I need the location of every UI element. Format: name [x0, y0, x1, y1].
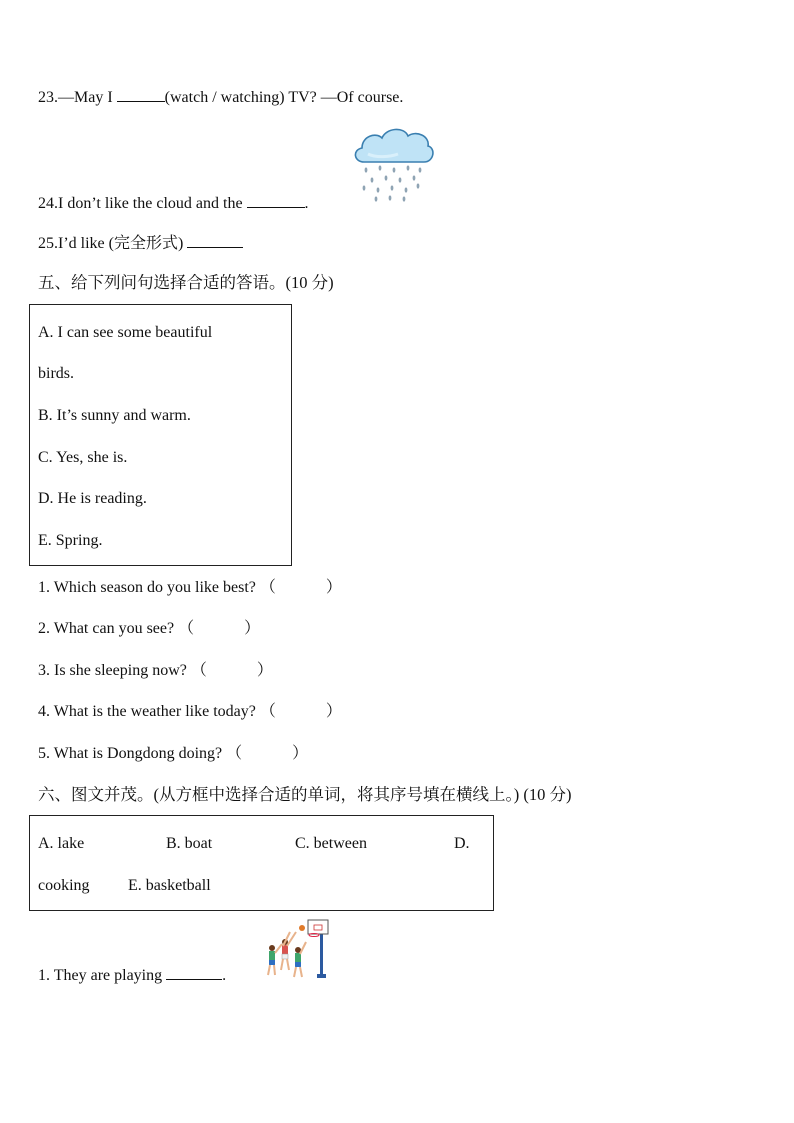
basketball-players-icon	[262, 918, 332, 982]
section-6-options-box	[29, 815, 494, 911]
section-5-question-1	[38, 578, 342, 598]
section-6-question-1	[38, 965, 226, 986]
section-5-heading: 五、给下列问句选择合适的答语。(10 分)	[38, 273, 334, 292]
paren-open: （	[190, 662, 207, 679]
question-text: .	[222, 967, 227, 984]
question-23	[38, 87, 403, 108]
option-c: C. between	[295, 835, 367, 852]
section-6-heading: 六、图文并茂。(从方框中选择合适的单词，将其序号填在横线上。) (10 分)	[38, 785, 572, 804]
question-25	[38, 233, 243, 254]
option-b: B. boat	[166, 835, 213, 852]
answer-blank[interactable]	[247, 193, 305, 208]
question-text: (watch / watching) TV? —Of course.	[164, 89, 404, 106]
section-5-question-3	[38, 661, 273, 681]
question-text: I’d like (完全形式)	[58, 235, 188, 252]
answer-blank[interactable]	[117, 87, 165, 102]
section-5-question-4	[38, 702, 342, 722]
paren-close: ）	[325, 703, 342, 720]
question-text: I don’t like the cloud and the	[58, 195, 247, 212]
option-d: D. He is reading.	[38, 490, 147, 507]
paren-open: （	[178, 620, 195, 637]
section-5-question-5	[38, 744, 308, 764]
paren-close: ）	[292, 745, 309, 762]
question-number: 25.	[38, 235, 58, 252]
option-a: A. I can see some beautiful	[38, 324, 213, 341]
question-text: 5. What is Dongdong doing?	[38, 745, 223, 762]
option-b: B. It’s sunny and warm.	[38, 407, 191, 424]
paren-open: （	[259, 579, 276, 596]
section-5-options-box	[29, 304, 292, 566]
paren-open: （	[259, 703, 276, 720]
paren-close: ）	[325, 579, 342, 596]
question-text: —May I	[58, 89, 117, 106]
question-text: 2. What can you see?	[38, 620, 175, 637]
paren-open: （	[226, 745, 243, 762]
option-d-continued: cooking	[38, 877, 90, 894]
question-number: 24.	[38, 195, 58, 212]
answer-blank[interactable]	[166, 965, 222, 980]
option-a-continued: birds.	[38, 365, 74, 382]
rain-cloud-icon	[350, 124, 436, 204]
question-text: 4. What is the weather like today?	[38, 703, 256, 720]
question-text: .	[304, 195, 309, 212]
paren-close: ）	[256, 662, 273, 679]
question-number: 23.	[38, 89, 58, 106]
option-e: E. basketball	[128, 877, 211, 894]
question-text: 1. They are playing	[38, 967, 167, 984]
paren-close: ）	[244, 620, 261, 637]
question-text: 1. Which season do you like best?	[38, 579, 256, 596]
option-c: C. Yes, she is.	[38, 449, 128, 466]
question-24	[38, 193, 309, 214]
answer-blank[interactable]	[187, 233, 243, 248]
section-5-question-2	[38, 619, 260, 639]
option-a: A. lake	[38, 835, 85, 852]
question-text: 3. Is she sleeping now?	[38, 662, 187, 679]
option-d: D.	[454, 835, 470, 852]
option-e: E. Spring.	[38, 532, 103, 549]
